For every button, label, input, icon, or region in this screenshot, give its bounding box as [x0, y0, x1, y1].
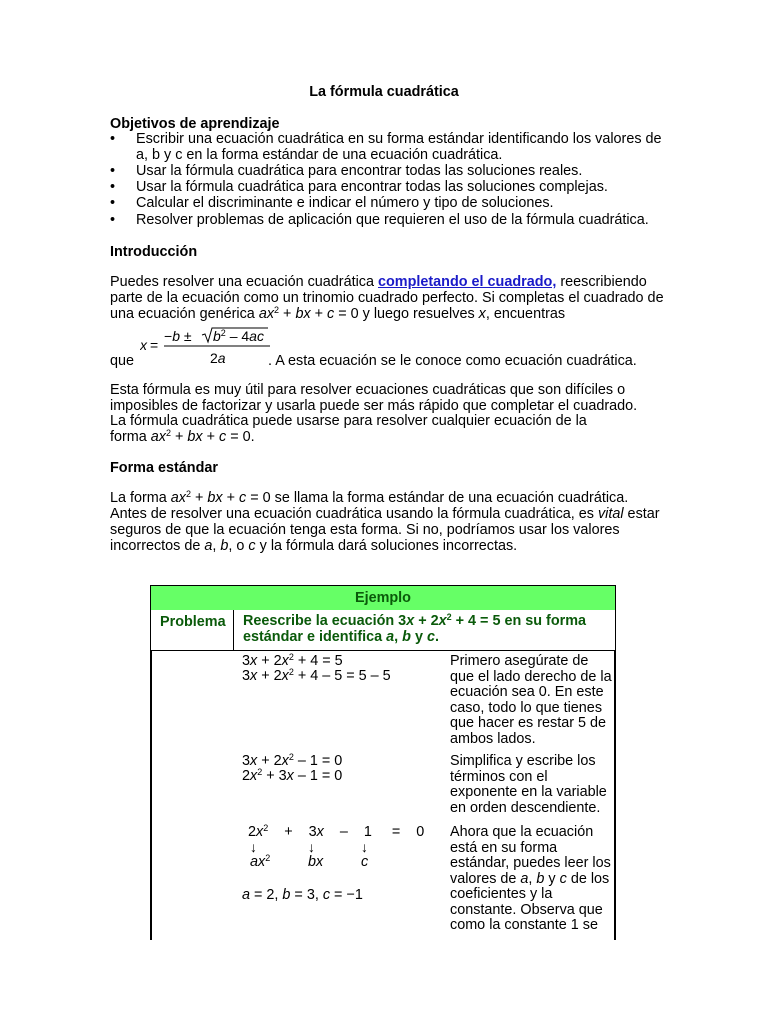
intro-paragraph-line	[110, 275, 670, 291]
var-x: x	[478, 306, 486, 322]
objective-text: Usar la fórmula cuadrática para encontrar todas las soluciones complejas.	[136, 179, 608, 195]
problem-text-part: = 5 en su forma estándar e identifica	[243, 613, 587, 645]
standard-line	[110, 507, 670, 523]
table-right-border	[614, 650, 616, 940]
problem-row	[150, 610, 616, 651]
intro-text: reescribiendo	[556, 274, 647, 290]
intro-paragraph-line: forma $ax^2$ + bx + c = 0.	[110, 428, 255, 445]
standard-line: incorrectos de a, b, o c y la fórmula dará soluciones incorrectas.	[110, 538, 518, 554]
coef-a-label: $ax^2$	[250, 853, 271, 870]
step3-coefficients: $2x^2$ + 3x – 1 = 0	[248, 823, 425, 840]
intro-heading: Introducción	[110, 244, 198, 260]
bullet-icon: •	[110, 179, 116, 195]
step3-explanation: Ahora que la ecuación está en su forma estándar, puedes leer los valores de a, b y c de los coeficientes y la constante. Observa que como la constante 1 se	[450, 824, 611, 933]
coefficient-values: a = 2, b = 3, c = −1	[242, 887, 363, 903]
coef-c-label: c	[361, 854, 369, 870]
svg-text:2a: 2a	[210, 350, 226, 366]
example-table	[150, 585, 616, 945]
objective-item	[110, 132, 670, 164]
bullet-icon: •	[110, 131, 116, 147]
bullet-icon: •	[110, 212, 116, 228]
intro-text: = 0 y luego resuelves	[334, 306, 479, 322]
coef-b-label: bx	[308, 854, 324, 870]
step1-explanation: Primero asegúrate de que el lado derecho de la ecuación sea 0. En este caso, todo lo que tienes que hacer es restar 5 de ambos lados.	[450, 653, 612, 747]
bullet-icon: •	[110, 163, 116, 179]
svg-text:=: =	[150, 337, 159, 353]
intro-text: , encuentras	[485, 306, 566, 322]
step2-equation-1: $3x + 2x^2 - 1 = 0$	[242, 752, 343, 769]
bullet-icon: •	[110, 195, 116, 211]
page-title: La fórmula cuadrática	[309, 84, 459, 100]
step3-text: de los coeficientes y la constante. Observa que como la constante 1 se	[450, 870, 610, 933]
std-vital: vital	[597, 506, 624, 522]
op: +	[202, 429, 220, 445]
completing-square-link[interactable]: completando el cuadrado,	[378, 274, 557, 290]
problem-text: Reescribe la ecuación $3x + 2x^2 + 4 = 5$ en su forma estándar e identifica a, b y c.	[243, 612, 587, 645]
svg-text:x: x	[140, 337, 147, 353]
svg-text:−b ±: −b ±	[164, 328, 192, 344]
objectives-heading: Objetivos de aprendizaje	[110, 116, 280, 132]
op: +	[171, 429, 188, 445]
std-text: La forma	[110, 490, 171, 506]
intro-text: que	[110, 353, 135, 369]
std-text: Antes de resolver una ecuación cuadrática usando la fórmula cuadrática, es	[110, 506, 598, 522]
var-c: c	[327, 306, 335, 322]
step2-equation-2: $2x^2 + 3x - 1 = 0$	[242, 767, 343, 784]
objective-text: Usar la fórmula cuadrática para encontrar todas las soluciones reales.	[136, 163, 583, 179]
op: +	[279, 306, 296, 322]
arrow-down-icon: ↓	[361, 839, 368, 855]
step1-equation-1: $3x + 2x^2 + 4 = 5$	[242, 652, 343, 669]
op: +	[310, 306, 328, 322]
step1-equation-2: $3x + 2x^2 + 4 - 5 = 5 - 5$	[242, 667, 391, 684]
intro-text: una ecuación genérica	[110, 306, 259, 322]
intro-paragraph-line: parte de la ecuación como un trinomio cuadrado perfecto. Si completas el cuadrado de	[110, 290, 664, 306]
intro-text: = 0.	[226, 429, 255, 445]
step3-text: Ahora que la ecuación está en su forma estándar, puedes leer los valores de	[450, 824, 611, 887]
problem-text-part: Reescribe la ecuación 3	[243, 613, 407, 629]
std-text: = 0 se llama la forma estándar de una ecuación cuadrática.	[246, 490, 629, 506]
intro-paragraph-2: Esta fórmula es muy útil para resolver ecuaciones cuadráticas que son difíciles o imposibles de factorizar y usarla puede ser más rápido que completar el cuadrado. La fórmula cuadrática puede usarse para resolver cualquier ecuación de la	[110, 382, 638, 429]
column-divider	[233, 610, 234, 650]
intro-paragraph-line: una ecuación genérica $ax^2$ + bx + c = 0 y luego resuelves x, encuentras	[110, 305, 566, 322]
step2-explanation: Simplifica y escribe los términos con el exponente en la variable en orden descendiente.	[450, 753, 607, 816]
svg-text:b2 – 4ac: $b^2 - 4ac$	[213, 328, 264, 344]
standard-line: seguros de que la ecuación tenga esta forma. Si no, podríamos usar los valores	[110, 522, 620, 538]
arrow-down-icon: ↓	[308, 839, 315, 855]
std-text: y la fórmula dará soluciones incorrectas.	[255, 538, 518, 554]
intro-text: forma	[110, 429, 151, 445]
intro-text: Puedes resolver una ecuación cuadrática	[110, 274, 378, 290]
standard-heading: Forma estándar	[110, 460, 218, 476]
var-ax: ax	[258, 306, 275, 322]
formula-caption: . A esta ecuación se le conoce como ecuación cuadrática.	[268, 353, 637, 369]
standard-line: La forma $ax^2$ + bx + c = 0 se llama la forma estándar de una ecuación cuadrática.	[110, 489, 629, 506]
problem-label: Problema	[160, 614, 226, 630]
std-text: estar	[623, 506, 660, 522]
std-text: incorrectos de	[110, 538, 205, 554]
arrow-down-icon: ↓	[250, 839, 257, 855]
objective-text: Escribir una ecuación cuadrática en su forma estándar identificando los valores de a, b y c en la forma estándar de una ecuación cuadrática.	[136, 131, 662, 163]
objective-text: Resolver problemas de aplicación que requieren el uso de la fórmula cuadrática.	[136, 212, 649, 228]
var-bx: bx	[295, 306, 311, 322]
example-header: Ejemplo	[150, 585, 616, 611]
objective-text: Calcular el discriminante e indicar el número y tipo de soluciones.	[136, 195, 554, 211]
table-left-border	[150, 650, 152, 940]
